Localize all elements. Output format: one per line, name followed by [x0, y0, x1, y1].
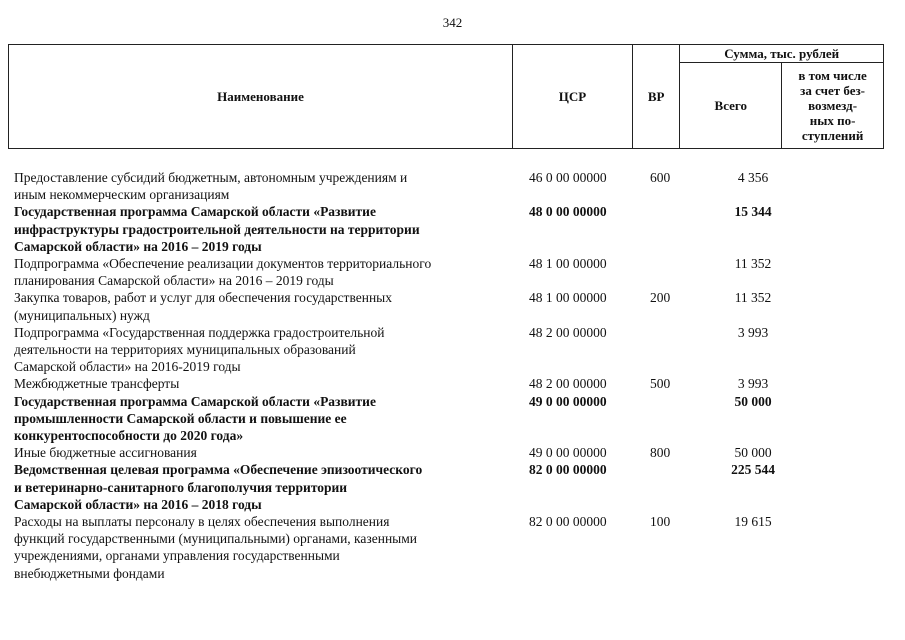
table-row: [14, 289, 884, 323]
row-name-line: Расходы на выплаты персоналу в целях обеспечения выполнения: [14, 514, 390, 530]
row-sum: 15 344: [734, 204, 772, 220]
row-name-line: Подпрограмма «Обеспечение реализации документов территориального: [14, 256, 432, 272]
row-vr: 800: [650, 445, 671, 461]
row-name-line: Государственная программа Самарской области «Развитие: [14, 204, 376, 220]
header-sum-group: Сумма, тыс. рублей: [680, 45, 884, 63]
row-name: [14, 324, 514, 376]
table-row: [14, 203, 884, 255]
row-name: [14, 169, 514, 203]
row-sum: 11 352: [734, 290, 772, 306]
row-name-line: Закупка товаров, работ и услуг для обеспечения государственных: [14, 290, 393, 306]
row-name: [14, 203, 514, 255]
row-name-line: Самарской области» на 2016 – 2019 годы: [14, 238, 262, 254]
table-row: [14, 169, 884, 203]
row-name-line: (муниципальных) нужд: [14, 307, 150, 323]
row-sum: 3 993: [737, 376, 769, 392]
row-vr: 200: [650, 290, 671, 306]
row-name-line: внебюджетными фондами: [14, 565, 165, 581]
table-row: [14, 444, 884, 461]
row-name: [14, 255, 514, 289]
row-sum: 3 993: [737, 324, 769, 340]
row-name: [14, 461, 514, 513]
row-sum: 225 544: [731, 462, 775, 478]
header-incl-line: за счет без-: [800, 83, 866, 98]
row-name: [14, 375, 514, 392]
row-name-line: конкурентоспособности до 2020 года»: [14, 428, 244, 444]
row-name-line: функций государственными (муниципальными) органами, казенными: [14, 531, 418, 547]
row-csr: 49 0 00 00000: [529, 445, 607, 461]
row-name: [14, 393, 514, 445]
page-number: 342: [442, 15, 463, 30]
row-csr: 48 1 00 00000: [529, 290, 607, 306]
row-name-line: деятельности на территориях муниципальных образований: [14, 342, 356, 358]
row-name: [14, 444, 514, 461]
header-name: Наименование: [9, 45, 513, 149]
row-csr: 48 0 00 00000: [529, 204, 607, 220]
header-total: Всего: [680, 63, 782, 149]
row-name-line: Самарской области» на 2016 – 2018 годы: [14, 496, 262, 512]
row-csr: 82 0 00 00000: [529, 514, 607, 530]
row-name-line: иным некоммерческим организациям: [14, 187, 230, 203]
row-vr: 600: [650, 170, 671, 185]
row-name-line: Ведомственная целевая программа «Обеспечение эпизоотического: [14, 462, 423, 478]
row-csr: 46 0 00 00000: [529, 170, 607, 185]
row-sum: 50 000: [734, 393, 772, 409]
row-sum: 19 615: [734, 514, 772, 530]
table-body: [14, 169, 884, 582]
header-vr: ВР: [632, 45, 679, 149]
row-name-line: Предоставление субсидий бюджетным, автономным учреждениям и: [14, 170, 408, 185]
row-sum: 4 356: [737, 170, 769, 185]
header-incl: [782, 63, 884, 149]
row-csr: 49 0 00 00000: [529, 393, 607, 409]
row-sum: 50 000: [734, 445, 772, 461]
table-row: [14, 255, 884, 289]
header-incl-line: в том числе: [798, 68, 867, 83]
table-row: [14, 375, 884, 392]
row-sum: 11 352: [734, 256, 772, 272]
header-csr: ЦСР: [513, 45, 633, 149]
table-row: [14, 324, 884, 376]
table-row: [14, 513, 884, 582]
header-incl-line: ных по-: [809, 113, 856, 128]
table-row: [14, 461, 884, 513]
row-name-line: Самарской области» на 2016-2019 годы: [14, 359, 241, 375]
row-name-line: промышленности Самарской области и повышение ее: [14, 410, 347, 426]
header-incl-line: возмезд-: [808, 98, 858, 113]
header-incl-line: ступлений: [801, 128, 864, 143]
row-csr: 82 0 00 00000: [529, 462, 607, 478]
row-vr: 100: [650, 514, 671, 530]
table-header: [8, 44, 884, 149]
table-row: [14, 393, 884, 445]
row-name-line: Межбюджетные трансферты: [14, 376, 180, 392]
row-name-line: Государственная программа Самарской области «Развитие: [14, 393, 376, 409]
row-name-line: планирования Самарской области» на 2016 – 2019 годы: [14, 273, 334, 289]
row-name: [14, 513, 514, 582]
row-vr: 500: [650, 376, 671, 392]
row-name-line: и ветеринарно-санитарного благополучия территории: [14, 479, 348, 495]
row-name: [14, 289, 514, 323]
row-csr: 48 2 00 00000: [529, 324, 607, 340]
row-csr: 48 1 00 00000: [529, 256, 607, 272]
row-name-line: Иные бюджетные ассигнования: [14, 445, 197, 461]
row-name-line: Подпрограмма «Государственная поддержка градостроительной: [14, 324, 385, 340]
row-name-line: инфраструктуры градостроительной деятельности на территории: [14, 221, 420, 237]
row-name-line: учреждениями, органами управления государственными: [14, 548, 340, 564]
row-csr: 48 2 00 00000: [529, 376, 607, 392]
